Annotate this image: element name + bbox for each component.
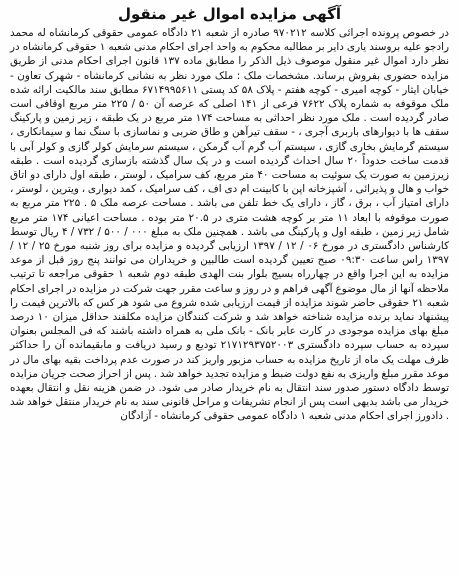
notice-body: در خصوص پرونده اجرائی کلاسه ۹۷۰۲۱۲ صادره از شعبه ۲۱ دادگاه عمومی حقوقی کرمانشاه له محمد رادجو علیه بروسند یاری دایر بر مطالبه محکوم به واحد اجرای احکام مدنی شعبه ۱ حقوقی کرمانشاه در نظر دارد اموال غیر منقول موصوف ذیل الذکر را مطابق ماده ۱۳۷ قانون اجرای احکام مدنی از طریق مزایده حضوری بفروش برساند. مشخصات ملک : ملک مورد نظر به نشانی کرمانشاه - شهرک تعاون - خیابان ایثار - کوچه امیری - کوچه هفتم - پلاک ۵۸ کد پستی ۶۷۱۴۹۹۵۶۱۱ مطابق سند مالکیت ارائه شده ملک موقوفه به شماره پلاک ۷۶۲۲ فرعی از ۱۴۱ اصلی که عرصه آن ۵۰ / ۲۲۵ متر مربع اوقافی است صادر گردیده است . ملک مورد نظر احداثی به مساحت ۱۷۴ متر مربع در یک طبقه ، زیر زمین و پارکینگ سقف ها با دیوارهای باربری آجری ، - سقف تیرآهن و طاق ضربی و نماسازی با سنگ نما و سیمانکاری ، سیستم گرمایش بخاری گازی ، سیستم آب گرم آب گرمکن ، سیستم سرمایش کولر گازی و کولر آبی با قدمت ساخت حدوداً ۲۰ سال احداث گردیده است و در یک سال گذشته بازسازی گردیده است . طبقه زیرزمین به صورت یک سوئیت به مساحت ۴۰ متر مربع، کف سرامیک ، لوستر ، طبقه اول دارای دو اتاق خواب و هال و پذیرائی ، آشپزخانه اپن با کابینت ام دی اف ، کف سرامیک ، کمد دیواری ، ویترین ، لوستر ، دارای امتیاز آب ، برق ، گاز ، دارای یک خط تلفن می باشد . مساحت عرصه ملک ۵ . ۲۲۵ متر مربع به صورت موقوفه با ابعاد ۱۱ متر بر کوچه هشت متری در ۲۰.۵ متر بوده . مساحت اعیانی ۱۷۴ متر مربع شامل زیر زمین ، طبقه اول و پارکینگ می باشد . همچنین ملک به مبلغ ۰۰۰ / ۵۰۰ / ۷۳۲ / ۴ ریال توسط کارشناس دادگستری در مورخ ۰۶ / ۱۲ / ۱۳۹۷ ارزیابی گردیده و مزایده برای روز شنبه مورخ ۲۵ / ۱۲ / ۱۳۹۷ راس ساعت ۰۹:۳۰ صبح تعیین گردیده است طالبین و خریداران می توانند پنج روز قبل از موعد مزایده به این اجرا واقع در چهارراه بسیج بلوار بنت الهدی طبقه دوم شعبه ۱ حقوقی مراجعه تا ترتیب ملاحظه آنها از مال موضوع آگهی فراهم و در روز و ساعت مقرر جهت شرکت در مزایده در اجرای احکام شعبه ۲۱ حقوقی حاضر شوند مزایده از قیمت ارزیابی شده شروع می شود هر کس که بالاترین قیمت را پیشنهاد نماید برنده مزایده شناخته خواهد شد و شرکت کنندگان مزایده مکلفند حداقل میزان ۱۰ درصد مبلغ بهای مزایده موجودی در کارت عابر بانک - بانک ملی به همراه داشته باشند که فی المجلس بعنوان سپرده به حساب سپرده دادگستری ۲۱۷۱۲۹۳۷۵۲۰۰۳ تودیع و رسید دریافت و مابقیمانده آن را حداکثر ظرف مهلت یک ماه از تاریخ مزایده به حساب مزبور واریز کند در صورت عدم پرداخت بقیه بهای مال در موعد مقرر مبلغ واریزی به نفع دولت ضبط و مزایده تجدید خواهد شد . پس از احراز صحت جریان مزایده توسط دادگاه دستور صدور سند انتقال به نام خریدار صادر می شود. در ضمن هزینه نقل و انتقال بعهده خریدار می باشد بدیهی است پس از انجام تشریفات و مراحل قانونی سند به نام خریدار منتقل خواهد شد . دادورز اجرای احکام مدنی شعبه ۱ دادگاه عمومی حقوقی کرمانشاه - آزادگان xyxy=(10,27,450,423)
notice-title: آگهی مزایده اموال غیر منقول xyxy=(117,5,342,23)
